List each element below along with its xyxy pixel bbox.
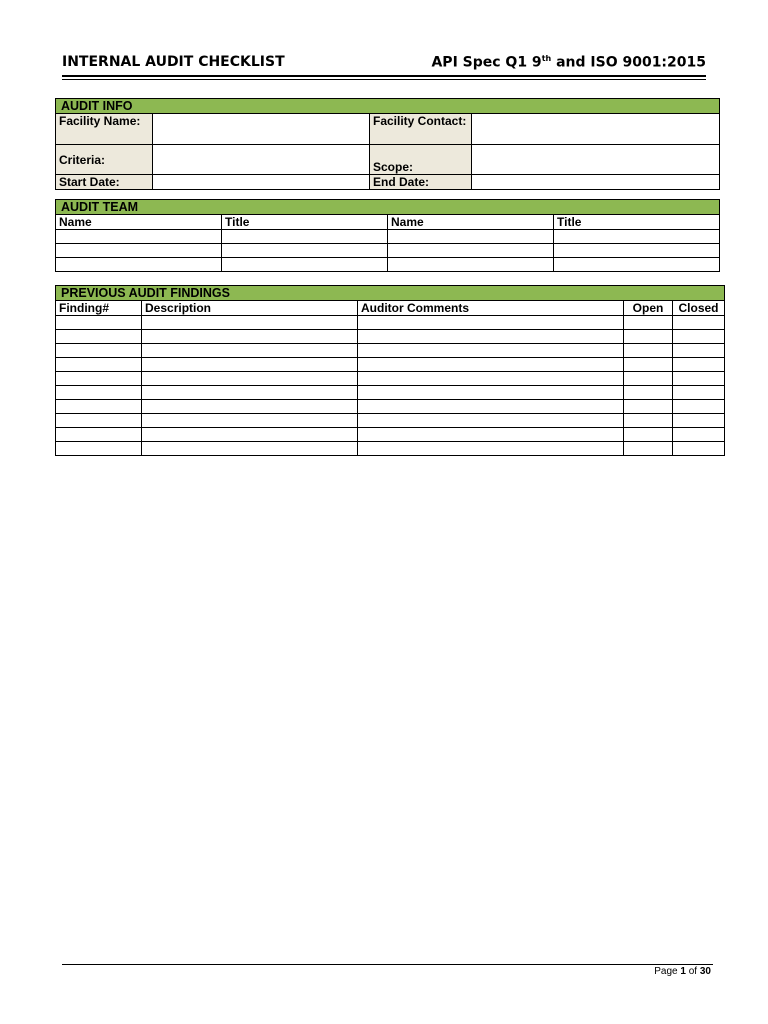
facility-name-label: Facility Name: xyxy=(56,114,153,145)
finding-cell[interactable] xyxy=(56,414,142,428)
team-cell[interactable] xyxy=(222,230,388,244)
table-row xyxy=(56,244,720,258)
finding-cell[interactable] xyxy=(56,316,142,330)
standard-reference: API Spec Q1 9th and ISO 9001:2015 xyxy=(431,54,706,71)
finding-cell[interactable] xyxy=(624,330,673,344)
previous-findings-table xyxy=(55,285,725,456)
finding-cell[interactable] xyxy=(358,372,624,386)
finding-cell[interactable] xyxy=(358,316,624,330)
table-row xyxy=(56,400,725,414)
finding-cell[interactable] xyxy=(624,316,673,330)
finding-cell[interactable] xyxy=(673,400,725,414)
team-col-name-1: Name xyxy=(56,215,222,230)
finding-cell[interactable] xyxy=(624,386,673,400)
table-row xyxy=(56,358,725,372)
table-row xyxy=(56,414,725,428)
finding-cell[interactable] xyxy=(358,330,624,344)
audit-team-header: AUDIT TEAM xyxy=(56,200,720,215)
team-cell[interactable] xyxy=(56,258,222,272)
finding-cell[interactable] xyxy=(673,316,725,330)
finding-cell[interactable] xyxy=(358,358,624,372)
table-row xyxy=(56,230,720,244)
finding-cell[interactable] xyxy=(673,442,725,456)
finding-cell[interactable] xyxy=(673,372,725,386)
finding-cell[interactable] xyxy=(142,400,358,414)
team-cell[interactable] xyxy=(222,258,388,272)
table-row xyxy=(56,330,725,344)
previous-findings-header: PREVIOUS AUDIT FINDINGS xyxy=(56,286,725,301)
finding-cell[interactable] xyxy=(673,386,725,400)
facility-contact-label: Facility Contact: xyxy=(370,114,472,145)
table-row xyxy=(56,442,725,456)
finding-cell[interactable] xyxy=(624,414,673,428)
team-col-name-2: Name xyxy=(388,215,554,230)
table-row xyxy=(56,386,725,400)
audit-info-table xyxy=(55,98,720,190)
finding-cell[interactable] xyxy=(358,386,624,400)
page-number: Page 1 of 30 xyxy=(654,966,711,977)
criteria-label: Criteria: xyxy=(56,145,153,175)
finding-cell[interactable] xyxy=(56,428,142,442)
end-date-field[interactable] xyxy=(472,175,720,190)
team-cell[interactable] xyxy=(222,244,388,258)
finding-cell[interactable] xyxy=(673,428,725,442)
finding-cell[interactable] xyxy=(673,344,725,358)
end-date-label: End Date: xyxy=(370,175,472,190)
finding-cell[interactable] xyxy=(142,344,358,358)
audit-team-table xyxy=(55,199,720,272)
finding-cell[interactable] xyxy=(142,428,358,442)
finding-cell[interactable] xyxy=(624,358,673,372)
finding-cell[interactable] xyxy=(673,414,725,428)
findings-col-description: Description xyxy=(142,301,358,316)
finding-cell[interactable] xyxy=(56,386,142,400)
findings-col-finding-number: Finding# xyxy=(56,301,142,316)
finding-cell[interactable] xyxy=(142,316,358,330)
team-cell[interactable] xyxy=(56,230,222,244)
team-cell[interactable] xyxy=(388,258,554,272)
team-cell[interactable] xyxy=(56,244,222,258)
finding-cell[interactable] xyxy=(624,428,673,442)
facility-contact-field[interactable] xyxy=(472,114,720,145)
finding-cell[interactable] xyxy=(56,400,142,414)
audit-info-header: AUDIT INFO xyxy=(56,99,720,114)
document-title: INTERNAL AUDIT CHECKLIST xyxy=(62,54,285,70)
finding-cell[interactable] xyxy=(358,400,624,414)
finding-cell[interactable] xyxy=(673,358,725,372)
team-cell[interactable] xyxy=(554,230,720,244)
finding-cell[interactable] xyxy=(142,414,358,428)
footer-rule xyxy=(62,964,713,965)
finding-cell[interactable] xyxy=(142,358,358,372)
team-cell[interactable] xyxy=(388,244,554,258)
team-col-title-2: Title xyxy=(554,215,720,230)
finding-cell[interactable] xyxy=(56,358,142,372)
table-row xyxy=(56,258,720,272)
document-header xyxy=(62,54,706,74)
team-cell[interactable] xyxy=(554,258,720,272)
finding-cell[interactable] xyxy=(56,442,142,456)
finding-cell[interactable] xyxy=(142,372,358,386)
table-row xyxy=(56,428,725,442)
finding-cell[interactable] xyxy=(358,414,624,428)
start-date-label: Start Date: xyxy=(56,175,153,190)
finding-cell[interactable] xyxy=(358,428,624,442)
table-row xyxy=(56,344,725,358)
finding-cell[interactable] xyxy=(624,400,673,414)
finding-cell[interactable] xyxy=(56,330,142,344)
finding-cell[interactable] xyxy=(142,442,358,456)
finding-cell[interactable] xyxy=(142,330,358,344)
team-cell[interactable] xyxy=(554,244,720,258)
facility-name-field[interactable] xyxy=(153,114,370,145)
start-date-field[interactable] xyxy=(153,175,370,190)
finding-cell[interactable] xyxy=(624,442,673,456)
scope-field[interactable] xyxy=(472,145,720,175)
finding-cell[interactable] xyxy=(358,442,624,456)
criteria-field[interactable] xyxy=(153,145,370,175)
findings-col-closed: Closed xyxy=(673,301,725,316)
findings-col-auditor-comments: Auditor Comments xyxy=(358,301,624,316)
finding-cell[interactable] xyxy=(358,344,624,358)
scope-label: Scope: xyxy=(370,145,472,175)
header-rule-thick xyxy=(62,75,706,77)
header-rule-thin xyxy=(62,79,706,80)
findings-col-open: Open xyxy=(624,301,673,316)
finding-cell[interactable] xyxy=(56,372,142,386)
team-col-title-1: Title xyxy=(222,215,388,230)
table-row xyxy=(56,372,725,386)
table-row xyxy=(56,316,725,330)
finding-cell[interactable] xyxy=(56,344,142,358)
finding-cell[interactable] xyxy=(624,372,673,386)
team-cell[interactable] xyxy=(388,230,554,244)
finding-cell[interactable] xyxy=(142,386,358,400)
finding-cell[interactable] xyxy=(624,344,673,358)
finding-cell[interactable] xyxy=(673,330,725,344)
